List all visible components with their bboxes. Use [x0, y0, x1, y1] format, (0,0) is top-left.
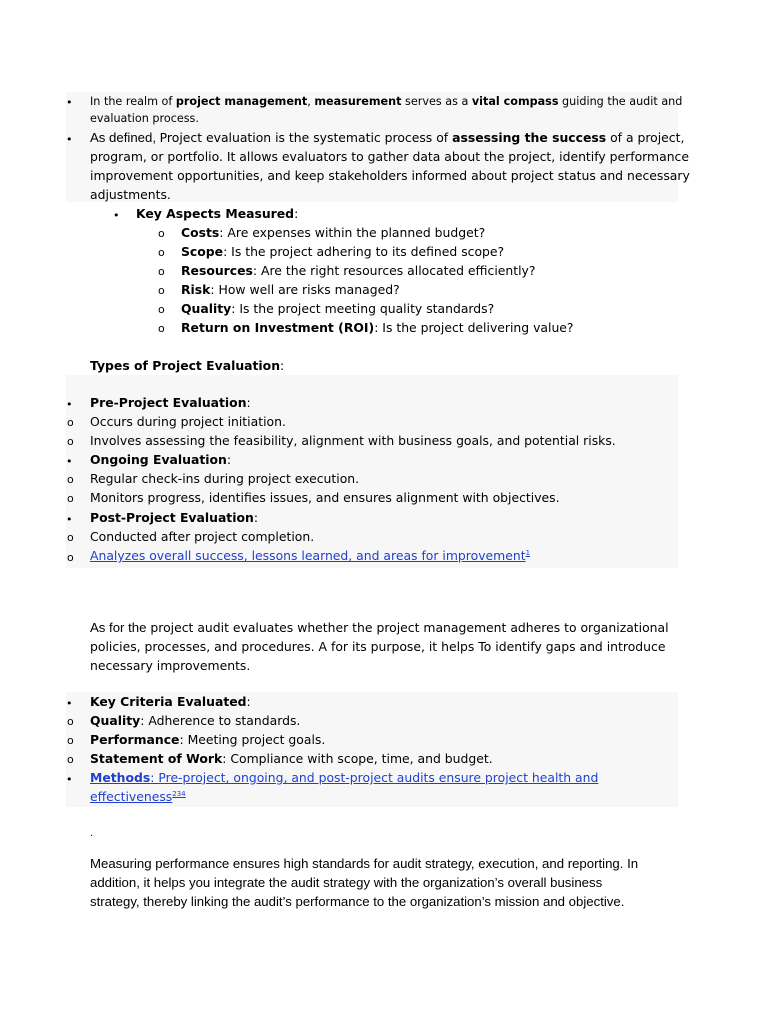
intro-paragraph-2-line-4: adjustments.: [90, 187, 171, 202]
aspect-risk: Risk: How well are risks managed?: [181, 282, 400, 297]
bullet-disc: •: [66, 513, 73, 526]
intro-paragraph-1: In the realm of project management, measurement serves as a vital compass guiding the audit and: [90, 95, 683, 108]
post-project-evaluation: Post-Project Evaluation:: [90, 510, 258, 525]
methods-link-label[interactable]: Methods: [90, 770, 151, 785]
bullet-circle: o: [158, 246, 165, 259]
key-aspects-heading: Key Aspects Measured:: [136, 206, 299, 221]
pre-project-item-2: Involves assessing the feasibility, alignment with business goals, and potential risks.: [90, 433, 616, 448]
bullet-circle: o: [67, 715, 74, 728]
bullet-disc: •: [66, 398, 73, 411]
ongoing-item-1: Regular check-ins during project execution.: [90, 471, 360, 486]
criteria-statement-of-work: Statement of Work: Compliance with scope, time, and budget.: [90, 751, 493, 766]
intro-paragraph-2: As defined, Project evaluation is the systematic process of assessing the success of a project,: [90, 130, 685, 145]
bullet-circle: o: [67, 753, 74, 766]
bullet-disc: •: [66, 697, 73, 710]
intro-paragraph-2-line-2: program, or portfolio. It allows evaluators to gather data about the project, identify performance: [90, 149, 689, 164]
bullet-circle: o: [67, 734, 74, 747]
stray-period: .: [90, 828, 94, 839]
post-project-item-2: [90, 546, 530, 565]
bullet-disc: •: [66, 96, 73, 109]
methods-link-text[interactable]: : Pre-project, ongoing, and post-project audits ensure project health and: [150, 770, 599, 785]
bullet-circle: o: [158, 303, 165, 316]
audit-paragraph-line-3: necessary improvements.: [90, 658, 251, 673]
aspect-resources: Resources: Are the right resources allocated efficiently?: [181, 263, 536, 278]
bullet-disc: •: [113, 209, 120, 222]
footnote-ref-1[interactable]: 1: [525, 549, 531, 557]
bullet-circle: o: [67, 416, 74, 429]
intro-paragraph-2-line-3: improvement opportunities, and keep stakeholders informed about project status and necessary: [90, 168, 690, 183]
bullet-circle: o: [158, 265, 165, 278]
pre-project-evaluation: Pre-Project Evaluation:: [90, 395, 251, 410]
intro-paragraph-1-line-2: evaluation process.: [90, 112, 199, 125]
bullet-circle: o: [67, 435, 74, 448]
bullet-circle: o: [158, 284, 165, 297]
closing-paragraph-line-1: Measuring performance ensures high standards for audit strategy, execution, and reporting. In: [90, 856, 639, 871]
criteria-quality: Quality: Adherence to standards.: [90, 713, 301, 728]
bullet-disc: •: [66, 455, 73, 468]
bullet-circle: o: [67, 551, 74, 564]
audit-paragraph-line-1: As for the project audit evaluates whether the project management adheres to organizational: [90, 620, 669, 635]
footnote-ref-234[interactable]: 234: [172, 790, 186, 798]
criteria-performance: Performance: Meeting project goals.: [90, 732, 326, 747]
aspect-quality: Quality: Is the project meeting quality standards?: [181, 301, 495, 316]
closing-paragraph-line-3: strategy, thereby linking the audit’s performance to the organization’s mission and objective.: [90, 894, 625, 909]
bullet-circle: o: [67, 492, 74, 505]
post-project-item-1: Conducted after project completion.: [90, 529, 315, 544]
bullet-disc: •: [66, 133, 73, 146]
ongoing-item-2: Monitors progress, identifies issues, and ensures alignment with objectives.: [90, 490, 560, 505]
aspect-costs: Costs: Are expenses within the planned budget?: [181, 225, 486, 240]
aspect-scope: Scope: Is the project adhering to its defined scope?: [181, 244, 505, 259]
bullet-circle: o: [158, 227, 165, 240]
audit-paragraph-line-2: policies, processes, and procedures. A for its purpose, it helps To identify gaps and introduce: [90, 639, 666, 654]
criteria-methods-line-2: [90, 787, 186, 806]
criteria-methods: [90, 768, 598, 787]
closing-paragraph-line-2: addition, it helps you integrate the audit strategy with the organization’s overall business: [90, 875, 603, 890]
ongoing-evaluation: Ongoing Evaluation:: [90, 452, 232, 467]
bullet-circle: o: [158, 322, 165, 335]
aspect-roi: Return on Investment (ROI): Is the project delivering value?: [181, 320, 574, 335]
types-heading: Types of Project Evaluation:: [90, 358, 285, 373]
bullet-circle: o: [67, 531, 74, 544]
bullet-disc: •: [66, 773, 73, 786]
pre-project-item-1: Occurs during project initiation.: [90, 414, 286, 429]
methods-link-text-2[interactable]: effectiveness: [90, 789, 173, 804]
key-criteria-heading: Key Criteria Evaluated:: [90, 694, 251, 709]
bullet-circle: o: [67, 473, 74, 486]
post-project-link[interactable]: Analyzes overall success, lessons learned, and areas for improvement: [90, 548, 526, 563]
